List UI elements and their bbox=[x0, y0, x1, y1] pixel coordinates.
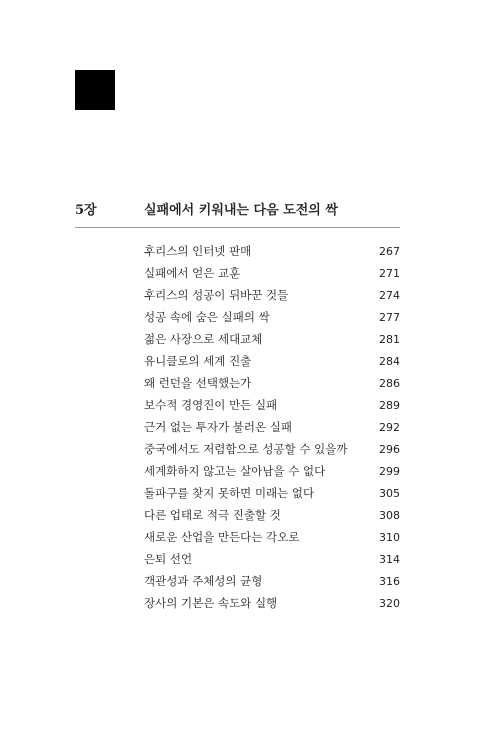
toc-entry-title: 후리스의 인터넷 판매 bbox=[144, 244, 252, 258]
toc-entry bbox=[144, 507, 400, 529]
toc-entry-title: 중국에서도 저렴함으로 성공할 수 있을까 bbox=[144, 442, 348, 456]
toc-entry bbox=[144, 287, 400, 309]
toc-entry bbox=[144, 463, 400, 485]
toc-entry-title: 왜 런던을 선택했는가 bbox=[144, 376, 252, 390]
toc-entry-title: 돌파구를 찾지 못하면 미래는 없다 bbox=[144, 486, 315, 500]
toc-entry-page: 305 bbox=[379, 487, 400, 500]
toc-entry bbox=[144, 331, 400, 353]
toc-entry-title: 유니클로의 세계 진출 bbox=[144, 354, 252, 368]
toc-entry-page: 271 bbox=[379, 267, 400, 280]
chapter-title: 실패에서 키워내는 다음 도전의 싹 bbox=[144, 203, 338, 218]
toc-entry-page: 320 bbox=[379, 597, 400, 610]
toc-entry-page: 299 bbox=[379, 465, 400, 478]
toc-entry-page: 289 bbox=[379, 399, 400, 412]
toc-entry-page: 277 bbox=[379, 311, 400, 324]
chapter-number: 5장 bbox=[75, 203, 97, 218]
toc-entry bbox=[144, 353, 400, 375]
toc-entry-title: 객관성과 주체성의 균형 bbox=[144, 574, 263, 588]
toc-entry-title: 보수적 경영진이 만든 실패 bbox=[144, 398, 278, 412]
toc-entry bbox=[144, 485, 400, 507]
toc-entry bbox=[144, 573, 400, 595]
toc-entry-title: 새로운 산업을 만든다는 각오로 bbox=[144, 530, 300, 544]
chapter-divider bbox=[75, 227, 400, 228]
toc-entry-title: 근거 없는 투자가 불러온 실패 bbox=[144, 420, 292, 434]
toc-entry bbox=[144, 243, 400, 265]
toc-entry bbox=[144, 309, 400, 331]
toc-entry-title: 다른 업태로 적극 진출할 것 bbox=[144, 508, 281, 522]
toc-entry-page: 308 bbox=[379, 509, 400, 522]
toc-entry-title: 은퇴 선언 bbox=[144, 552, 193, 566]
toc-entry bbox=[144, 375, 400, 397]
toc-entry bbox=[144, 397, 400, 419]
toc-entry-title: 세계화하지 않고는 살아남을 수 없다 bbox=[144, 464, 326, 478]
toc-entry bbox=[144, 265, 400, 287]
chapter-marker-block bbox=[75, 70, 115, 110]
toc-entry-title: 실패에서 얻은 교훈 bbox=[144, 266, 241, 280]
toc-entry-page: 286 bbox=[379, 377, 400, 390]
toc-entry bbox=[144, 529, 400, 551]
toc-entry bbox=[144, 441, 400, 463]
toc-entry-page: 267 bbox=[379, 245, 400, 258]
toc-entry-page: 292 bbox=[379, 421, 400, 434]
toc-entry-page: 296 bbox=[379, 443, 400, 456]
toc-entry-title: 젊은 사장으로 세대교체 bbox=[144, 332, 263, 346]
toc-entry-page: 274 bbox=[379, 289, 400, 302]
toc-entry-page: 316 bbox=[379, 575, 400, 588]
toc-entry-page: 310 bbox=[379, 531, 400, 544]
toc-entry-page: 284 bbox=[379, 355, 400, 368]
table-of-contents bbox=[144, 243, 400, 617]
toc-entry bbox=[144, 551, 400, 573]
toc-entry-title: 성공 속에 숨은 실패의 싹 bbox=[144, 310, 270, 324]
toc-entry-title: 후리스의 성공이 뒤바꾼 것들 bbox=[144, 288, 289, 302]
toc-entry-title: 장사의 기본은 속도와 실행 bbox=[144, 596, 278, 610]
toc-entry bbox=[144, 419, 400, 441]
toc-entry bbox=[144, 595, 400, 617]
toc-entry-page: 314 bbox=[379, 553, 400, 566]
toc-entry-page: 281 bbox=[379, 333, 400, 346]
